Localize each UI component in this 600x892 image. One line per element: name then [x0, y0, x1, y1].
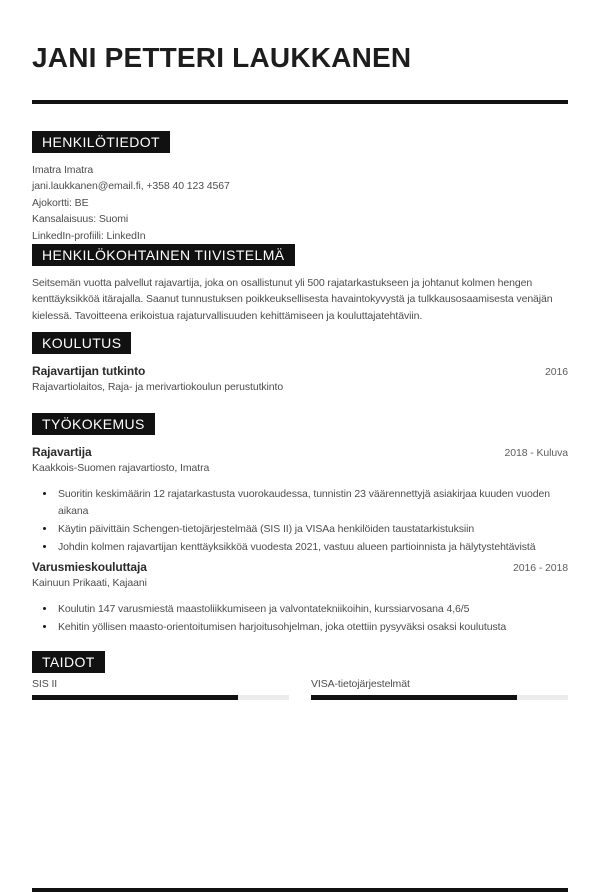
bullet-item: • Kehitin yöllisen maasto-orientoitumisen harjoitusohjelman, joka otettiin pysyväksi osaksi koulutusta: [56, 619, 561, 635]
skills-grid: [32, 677, 568, 700]
education-entry: [32, 364, 568, 395]
experience-org: Kainuun Prikaati, Kajaani: [32, 576, 147, 589]
resume-page: [0, 44, 600, 892]
contact-nationality: Kansalaisuus: Suomi: [32, 213, 129, 226]
skill-name: SIS II: [32, 677, 58, 690]
footer-divider: [32, 888, 568, 892]
section-personal: [32, 104, 568, 244]
skill-name: VISA-tietojärjestelmät: [311, 677, 410, 690]
experience-bullet-list: [32, 601, 568, 636]
experience-date: 2016 - 2018: [513, 561, 568, 574]
section-header-skills: TAIDOT: [32, 651, 105, 673]
contact-linkedin: LinkedIn-profiili: LinkedIn: [32, 229, 146, 242]
experience-org: Kaakkois-Suomen rajavartiosto, Imatra: [32, 462, 210, 475]
education-degree: Rajavartijan tutkinto: [32, 364, 146, 379]
education-entry-header: [32, 364, 568, 379]
skill-item: [311, 677, 568, 700]
section-education: [32, 324, 568, 395]
education-institution: Rajavartiolaitos, Raja- ja merivartiokoulun perustutkinto: [32, 381, 284, 394]
page-title: JANI PETTERI LAUKKANEN: [32, 42, 412, 73]
summary-text: Seitsemän vuotta palvellut rajavartija, joka on osallistunut yli 500 rajatarkastukseen ja johtanut kolmen hengen kenttäyksikköä itärajalla. Saanut tunnustuksen poikkeuksellisesta havaintokyvystä ja tulkkausosaamisesta venäjän kielessä. Tavoitteena erikoistua rajaturvallisuuden kehittämiseen ja kouluttajatehtäviin.: [32, 277, 553, 322]
section-skills: [32, 638, 568, 700]
bullet-item: • Johdin kolmen rajavartijan kenttäyksikköä vuodesta 2021, vastuu alueen partioinnista ja hälytystehtävistä: [56, 539, 561, 555]
experience-entry-header: [32, 445, 568, 460]
experience-entry-header: [32, 560, 568, 575]
contact-block: [32, 162, 568, 244]
contact-drivers-license: Ajokortti: BE: [32, 196, 89, 209]
section-header-summary: HENKILÖKOHTAINEN TIIVISTELMÄ: [32, 244, 295, 266]
skill-bar-track: [311, 695, 568, 700]
contact-location: Imatra Imatra: [32, 164, 94, 176]
experience-role: Varusmieskouluttaja: [32, 559, 147, 574]
experience-entry: [32, 560, 568, 636]
experience-date: 2018 - Kuluva: [504, 447, 568, 460]
section-header-education: KOULUTUS: [32, 332, 131, 354]
experience-role: Rajavartija: [32, 445, 92, 460]
section-header-personal: HENKILÖTIEDOT: [32, 131, 170, 153]
bullet-item: • Koulutin 147 varusmiestä maastoliikkumiseen ja valvontatekniikoihin, kurssiarvosana 4,6/5: [56, 601, 561, 617]
skill-item: [32, 677, 289, 700]
experience-bullet-list: [32, 486, 568, 556]
contact-email-phone: jani.laukkanen@email.fi, +358 40 123 4567: [32, 180, 230, 193]
skill-bar-fill: [311, 695, 517, 700]
section-summary: [32, 244, 568, 324]
section-header-experience: TYÖKOKEMUS: [32, 413, 155, 435]
education-date: 2016: [545, 366, 568, 379]
bullet-item: • Suoritin keskimäärin 12 rajatarkastusta vuorokaudessa, tunnistin 23 väärennettyjä asiakirjaa kuuden vuoden aikana: [56, 486, 561, 519]
skill-bar-fill: [32, 695, 238, 700]
skill-bar-track: [32, 695, 289, 700]
bullet-item: • Käytin päivittäin Schengen-tietojärjestelmää (SIS II) ja VISAa henkilöiden taustatarkistuksiin: [56, 521, 561, 537]
section-experience: [32, 395, 568, 635]
experience-entry: [32, 445, 568, 556]
